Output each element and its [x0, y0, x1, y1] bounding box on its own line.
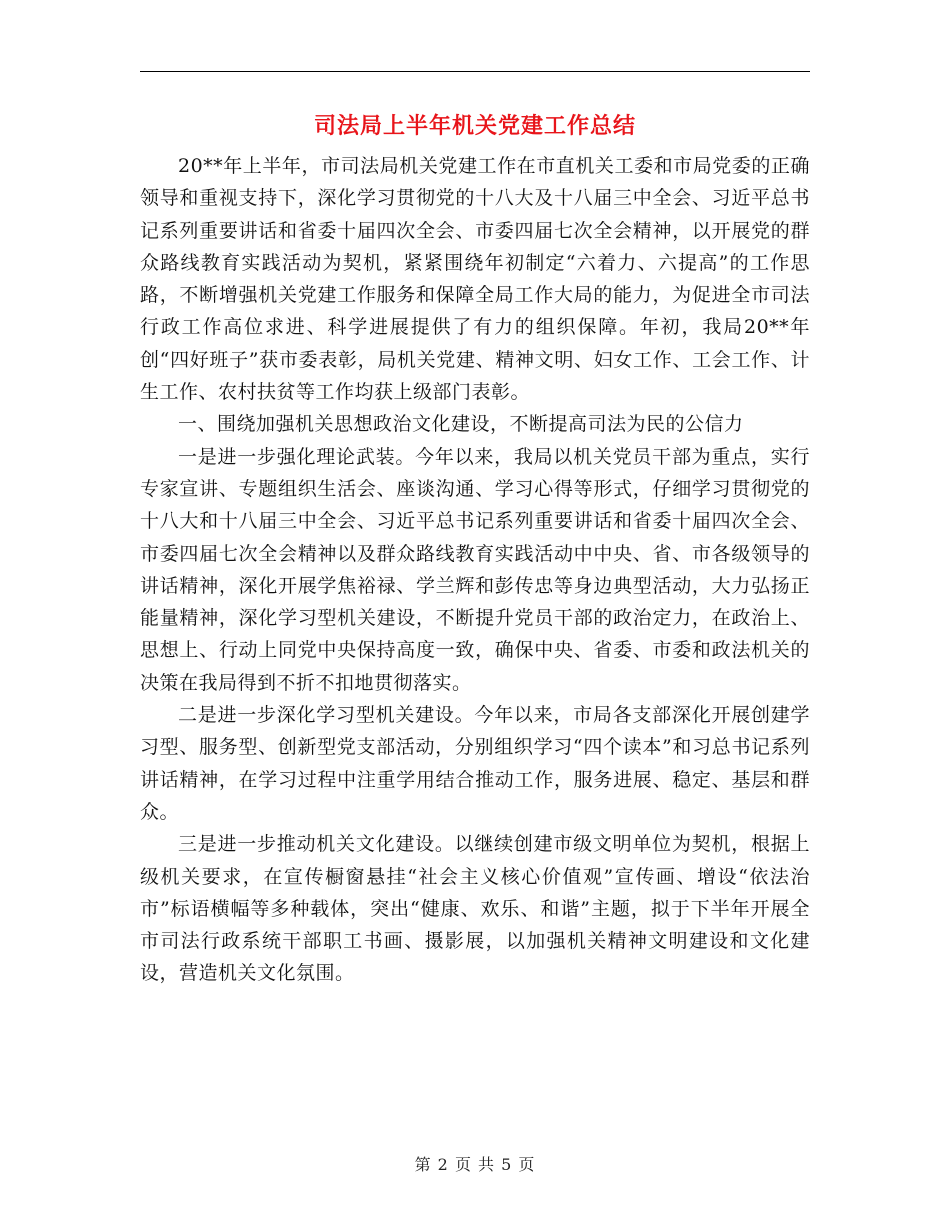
section-heading: 一、围绕加强机关思想政治文化建设，不断提高司法为民的公信力	[178, 413, 744, 436]
document-title: 司法局上半年机关党建工作总结	[313, 113, 636, 139]
page-number-footer: 第 2 页 共 5 页	[414, 1155, 536, 1174]
paragraph-culture: 三是进一步推动机关文化建设。以继续创建市级文明单位为契机，根据上级机关要求，在宣传橱窗悬挂“社会主义核心价值观”宣传画、增设“依法治市”标语横幅等多种载体，突出“健康、欢乐、和谐”主题，拟于下半年开展全市司法行政系统干部职工书画、摄影展，以加强机关精神文明建设和文化建设，营造机关文化氛围。	[140, 833, 810, 985]
paragraph-theory: 一是进一步强化理论武装。今年以来，我局以机关党员干部为重点，实行专家宣讲、专题组织生活会、座谈沟通、学习心得等形式，仔细学习贯彻党的十八大和十八届三中全会、习近平总书记系列重要讲话和省委十届四次全会、市委四届七次全会精神以及群众路线教育实践活动中中央、省、市各级领导的讲话精神，深化开展学焦裕禄、学兰辉和彭传忠等身边典型活动，大力弘扬正能量精神，深化学习型机关建设，不断提升党员干部的政治定力，在政治上、思想上、行动上同党中央保持高度一致，确保中央、省委、市委和政法机关的决策在我局得到不折不扣地贯彻落实。	[140, 445, 810, 694]
paragraph-learning: 二是进一步深化学习型机关建设。今年以来，市局各支部深化开展创建学习型、服务型、创新型党支部活动，分别组织学习“四个读本”和习总书记系列讲话精神，在学习过程中注重学用结合推动工作，服务进展、稳定、基层和群众。	[140, 704, 810, 823]
paragraph-intro: 20**年上半年，市司法局机关党建工作在市直机关工委和市局党委的正确领导和重视支持下，深化学习贯彻党的十八大及十八届三中全会、习近平总书记系列重要讲话和省委十届四次全会、市委四届七次全会精神，以开展党的群众路线教育实践活动为契机，紧紧围绕年初制定“六着力、六提高”的工作思路，不断增强机关党建工作服务和保障全局工作大局的能力，为促进全市司法行政工作高位求进、科学进展提供了有力的组织保障。年初，我局20**年创“四好班子”获市委表彰，局机关党建、精神文明、妇女工作、工会工作、计生工作、农村扶贫等工作均获上级部门表彰。	[140, 155, 810, 404]
document-body	[140, 150, 810, 990]
header-rule	[140, 71, 810, 72]
